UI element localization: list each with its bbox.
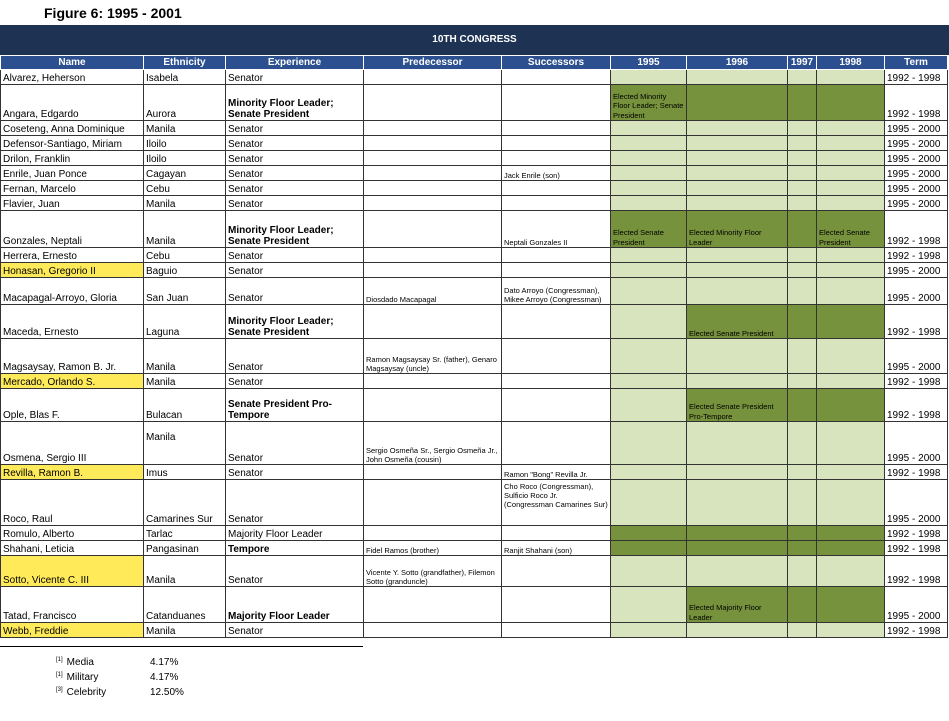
cell-1996 <box>687 85 788 121</box>
cell-successors <box>502 422 611 465</box>
cell-1998 <box>817 556 885 587</box>
col-header-1998: 1998 <box>817 56 885 70</box>
cell-1996 <box>687 623 788 638</box>
col-header-name: Name <box>1 56 144 70</box>
cell-1997 <box>788 121 817 136</box>
cell-experience: Senator <box>226 374 364 389</box>
cell-1995 <box>611 480 687 526</box>
cell-1997 <box>788 541 817 556</box>
cell-experience: Minority Floor Leader; Senate President <box>226 211 364 248</box>
cell-ethnicity: Aurora <box>144 85 226 121</box>
cell-name: Herrera, Ernesto <box>1 248 144 263</box>
table-row <box>1 339 948 374</box>
cell-term: 1992 - 1998 <box>885 389 948 422</box>
table-row <box>1 211 948 248</box>
cell-ethnicity: Manila <box>144 211 226 248</box>
cell-1995 <box>611 121 687 136</box>
cell-1997 <box>788 374 817 389</box>
cell-1996 <box>687 70 788 85</box>
cell-experience: Senator <box>226 263 364 278</box>
cell-successors <box>502 85 611 121</box>
table-row <box>1 374 948 389</box>
cell-1998 <box>817 248 885 263</box>
cell-successors: Ramon "Bong" Revilla Jr. <box>502 465 611 480</box>
table-row <box>1 541 948 556</box>
cell-successors <box>502 181 611 196</box>
cell-1995 <box>611 305 687 339</box>
cell-experience: Senator <box>226 480 364 526</box>
cell-ethnicity: San Juan <box>144 278 226 305</box>
cell-1997 <box>788 70 817 85</box>
cell-experience: Tempore <box>226 541 364 556</box>
cell-1998 <box>817 166 885 181</box>
cell-experience: Senator <box>226 151 364 166</box>
table-row <box>1 248 948 263</box>
cell-ethnicity: Manila <box>144 121 226 136</box>
cell-name: Honasan, Gregorio II <box>1 263 144 278</box>
table-row <box>1 526 948 541</box>
cell-1996 <box>687 181 788 196</box>
cell-ethnicity: Manila <box>144 339 226 374</box>
cell-1996: Elected Senate President <box>687 305 788 339</box>
cell-ethnicity: Iloilo <box>144 136 226 151</box>
cell-name: Romulo, Alberto <box>1 526 144 541</box>
cell-predecessor <box>364 85 502 121</box>
cell-experience: Majority Floor Leader <box>226 587 364 623</box>
cell-1996 <box>687 339 788 374</box>
figure-title: Figure 6: 1995 - 2001 <box>44 5 182 21</box>
cell-1998 <box>817 339 885 374</box>
cell-predecessor <box>364 70 502 85</box>
table-row <box>1 389 948 422</box>
cell-term: 1992 - 1998 <box>885 541 948 556</box>
cell-1996 <box>687 248 788 263</box>
cell-1995 <box>611 623 687 638</box>
cell-1996 <box>687 166 788 181</box>
cell-term: 1995 - 2000 <box>885 480 948 526</box>
cell-successors <box>502 623 611 638</box>
cell-ethnicity: Catanduanes <box>144 587 226 623</box>
cell-1998 <box>817 151 885 166</box>
table-row <box>1 480 948 526</box>
cell-1995 <box>611 248 687 263</box>
cell-experience: Senator <box>226 422 364 465</box>
cell-term: 1995 - 2000 <box>885 422 948 465</box>
cell-1995 <box>611 556 687 587</box>
table-row <box>1 121 948 136</box>
cell-term: 1995 - 2000 <box>885 136 948 151</box>
table-row <box>1 278 948 305</box>
cell-1996: Elected Minority Floor Leader <box>687 211 788 248</box>
footnote-mark: [1] <box>56 672 63 678</box>
col-header-term: Term <box>885 56 948 70</box>
cell-1996 <box>687 541 788 556</box>
cell-term: 1995 - 2000 <box>885 587 948 623</box>
cell-1998 <box>817 85 885 121</box>
cell-experience: Senator <box>226 121 364 136</box>
cell-term: 1995 - 2000 <box>885 278 948 305</box>
cell-1998 <box>817 541 885 556</box>
cell-1998 <box>817 263 885 278</box>
cell-experience: Senate President Pro-Tempore <box>226 389 364 422</box>
cell-1998 <box>817 121 885 136</box>
cell-1996 <box>687 121 788 136</box>
footnote-value: 4.17% <box>150 657 179 668</box>
cell-term: 1995 - 2000 <box>885 339 948 374</box>
cell-1998 <box>817 422 885 465</box>
cell-predecessor <box>364 587 502 623</box>
table-row <box>1 166 948 181</box>
cell-1995: Elected Senate President <box>611 211 687 248</box>
cell-name: Tatad, Francisco <box>1 587 144 623</box>
col-header-experience: Experience <box>226 56 364 70</box>
cell-predecessor <box>364 121 502 136</box>
cell-name: Shahani, Leticia <box>1 541 144 556</box>
cell-successors <box>502 136 611 151</box>
footnote-mark: [3] <box>56 687 63 693</box>
table-row <box>1 136 948 151</box>
cell-1998 <box>817 70 885 85</box>
cell-ethnicity: Laguna <box>144 305 226 339</box>
cell-successors: Cho Roco (Congressman), Sulficio Roco Jr. (Congressman Camarines Sur) <box>502 480 611 526</box>
col-header-1996: 1996 <box>687 56 788 70</box>
footnote-value: 4.17% <box>150 672 179 683</box>
cell-1997 <box>788 465 817 480</box>
cell-predecessor <box>364 248 502 263</box>
cell-1998 <box>817 389 885 422</box>
cell-experience: Senator <box>226 166 364 181</box>
table-row <box>1 465 948 480</box>
table-row <box>1 151 948 166</box>
cell-experience: Senator <box>226 181 364 196</box>
cell-1995 <box>611 587 687 623</box>
cell-1995 <box>611 465 687 480</box>
cell-ethnicity: Iloilo <box>144 151 226 166</box>
cell-term: 1995 - 2000 <box>885 196 948 211</box>
cell-ethnicity: Imus <box>144 465 226 480</box>
cell-predecessor <box>364 211 502 248</box>
cell-1997 <box>788 211 817 248</box>
cell-predecessor <box>364 623 502 638</box>
cell-1998 <box>817 587 885 623</box>
cell-successors: Jack Enrile (son) <box>502 166 611 181</box>
cell-1996 <box>687 556 788 587</box>
footnote-military <box>56 672 179 683</box>
cell-successors <box>502 339 611 374</box>
cell-predecessor <box>364 305 502 339</box>
cell-experience: Minority Floor Leader; Senate President <box>226 305 364 339</box>
cell-name: Gonzales, Neptali <box>1 211 144 248</box>
cell-experience: Senator <box>226 278 364 305</box>
cell-ethnicity: Manila <box>144 556 226 587</box>
cell-term: 1992 - 1998 <box>885 211 948 248</box>
footnote-divider <box>0 646 363 647</box>
cell-1997 <box>788 248 817 263</box>
table-row <box>1 263 948 278</box>
cell-1996 <box>687 465 788 480</box>
cell-ethnicity: Isabela <box>144 70 226 85</box>
cell-1996 <box>687 422 788 465</box>
cell-name: Drilon, Franklin <box>1 151 144 166</box>
table-row <box>1 196 948 211</box>
cell-experience: Majority Floor Leader <box>226 526 364 541</box>
cell-predecessor <box>364 151 502 166</box>
cell-name: Sotto, Vicente C. III <box>1 556 144 587</box>
cell-predecessor <box>364 263 502 278</box>
cell-name: Macapagal-Arroyo, Gloria <box>1 278 144 305</box>
cell-predecessor: Sergio Osmeña Sr., Sergio Osmeña Jr., John Osmeña (cousin) <box>364 422 502 465</box>
cell-successors <box>502 263 611 278</box>
footnote-mark: [1] <box>56 657 63 663</box>
col-header-successors: Successors <box>502 56 611 70</box>
cell-1997 <box>788 166 817 181</box>
cell-name: Roco, Raul <box>1 480 144 526</box>
cell-1997 <box>788 480 817 526</box>
cell-term: 1992 - 1998 <box>885 374 948 389</box>
cell-predecessor <box>364 181 502 196</box>
cell-1998 <box>817 305 885 339</box>
col-header-ethnicity: Ethnicity <box>144 56 226 70</box>
cell-1995 <box>611 526 687 541</box>
cell-1996 <box>687 374 788 389</box>
cell-term: 1992 - 1998 <box>885 248 948 263</box>
cell-successors <box>502 151 611 166</box>
footnote-label: Celebrity <box>66 687 107 698</box>
cell-name: Angara, Edgardo <box>1 85 144 121</box>
cell-name: Mercado, Orlando S. <box>1 374 144 389</box>
cell-1998 <box>817 136 885 151</box>
cell-1997 <box>788 85 817 121</box>
cell-successors <box>502 556 611 587</box>
cell-predecessor <box>364 465 502 480</box>
cell-name: Defensor-Santiago, Miriam <box>1 136 144 151</box>
cell-1995 <box>611 181 687 196</box>
cell-1995 <box>611 196 687 211</box>
cell-1998 <box>817 526 885 541</box>
cell-predecessor <box>364 480 502 526</box>
cell-predecessor <box>364 389 502 422</box>
cell-1998 <box>817 480 885 526</box>
cell-experience: Senator <box>226 136 364 151</box>
cell-1998 <box>817 278 885 305</box>
cell-experience: Minority Floor Leader; Senate President <box>226 85 364 121</box>
table-row <box>1 422 948 465</box>
cell-1998 <box>817 181 885 196</box>
cell-1997 <box>788 526 817 541</box>
cell-name: Alvarez, Heherson <box>1 70 144 85</box>
cell-1997 <box>788 278 817 305</box>
col-header-1995: 1995 <box>611 56 687 70</box>
cell-1996: Elected Majority Floor Leader <box>687 587 788 623</box>
cell-ethnicity: Bulacan <box>144 389 226 422</box>
cell-successors <box>502 248 611 263</box>
cell-term: 1992 - 1998 <box>885 526 948 541</box>
cell-predecessor: Vicente Y. Sotto (grandfather), Filemon Sotto (granduncle) <box>364 556 502 587</box>
cell-successors <box>502 374 611 389</box>
cell-name: Enrile, Juan Ponce <box>1 166 144 181</box>
cell-1995 <box>611 541 687 556</box>
cell-ethnicity: Cebu <box>144 248 226 263</box>
cell-experience: Senator <box>226 556 364 587</box>
cell-1995 <box>611 278 687 305</box>
cell-name: Webb, Freddie <box>1 623 144 638</box>
cell-1997 <box>788 136 817 151</box>
cell-name: Osmena, Sergio III <box>1 422 144 465</box>
cell-1997 <box>788 422 817 465</box>
cell-1996 <box>687 151 788 166</box>
cell-experience: Senator <box>226 623 364 638</box>
cell-1998: Elected Senate President <box>817 211 885 248</box>
cell-successors: Neptali Gonzales II <box>502 211 611 248</box>
cell-successors <box>502 526 611 541</box>
cell-term: 1992 - 1998 <box>885 70 948 85</box>
cell-name: Maceda, Ernesto <box>1 305 144 339</box>
cell-successors <box>502 587 611 623</box>
cell-successors: Dato Arroyo (Congressman), Mikee Arroyo (Congressman) <box>502 278 611 305</box>
cell-predecessor <box>364 374 502 389</box>
cell-1997 <box>788 556 817 587</box>
cell-1996: Elected Senate President Pro-Tempore <box>687 389 788 422</box>
cell-1997 <box>788 151 817 166</box>
cell-1997 <box>788 623 817 638</box>
cell-1996 <box>687 278 788 305</box>
cell-name: Revilla, Ramon B. <box>1 465 144 480</box>
cell-1995 <box>611 422 687 465</box>
cell-ethnicity: Tarlac <box>144 526 226 541</box>
table-row <box>1 85 948 121</box>
table-header-row <box>1 56 948 70</box>
cell-name: Coseteng, Anna Dominique <box>1 121 144 136</box>
cell-name: Flavier, Juan <box>1 196 144 211</box>
cell-1995 <box>611 374 687 389</box>
table-row <box>1 70 948 85</box>
cell-1997 <box>788 389 817 422</box>
cell-term: 1992 - 1998 <box>885 85 948 121</box>
cell-successors <box>502 305 611 339</box>
cell-experience: Senator <box>226 248 364 263</box>
cell-experience: Senator <box>226 339 364 374</box>
cell-ethnicity: Manila <box>144 422 226 465</box>
cell-predecessor <box>364 526 502 541</box>
cell-ethnicity: Pangasinan <box>144 541 226 556</box>
cell-1998 <box>817 196 885 211</box>
cell-1996 <box>687 526 788 541</box>
cell-1995 <box>611 339 687 374</box>
cell-1996 <box>687 196 788 211</box>
cell-1997 <box>788 196 817 211</box>
cell-1995 <box>611 166 687 181</box>
cell-ethnicity: Manila <box>144 374 226 389</box>
cell-successors <box>502 121 611 136</box>
cell-1996 <box>687 136 788 151</box>
cell-experience: Senator <box>226 196 364 211</box>
col-header-1997: 1997 <box>788 56 817 70</box>
footnote-value: 12.50% <box>150 687 184 698</box>
cell-1996 <box>687 480 788 526</box>
table-row <box>1 181 948 196</box>
cell-term: 1995 - 2000 <box>885 263 948 278</box>
cell-ethnicity: Manila <box>144 623 226 638</box>
footnote-label: Military <box>66 672 99 683</box>
col-header-predecessor: Predecessor <box>364 56 502 70</box>
table-row <box>1 587 948 623</box>
cell-term: 1995 - 2000 <box>885 166 948 181</box>
cell-1998 <box>817 465 885 480</box>
cell-successors: Ranjit Shahani (son) <box>502 541 611 556</box>
cell-successors <box>502 389 611 422</box>
cell-term: 1992 - 1998 <box>885 556 948 587</box>
cell-predecessor <box>364 196 502 211</box>
table-row <box>1 556 948 587</box>
cell-predecessor: Ramon Magsaysay Sr. (father), Genaro Magsaysay (uncle) <box>364 339 502 374</box>
cell-predecessor <box>364 136 502 151</box>
cell-1995 <box>611 70 687 85</box>
cell-1995: Elected Minority Floor Leader; Senate President <box>611 85 687 121</box>
cell-ethnicity: Baguio <box>144 263 226 278</box>
cell-successors <box>502 196 611 211</box>
table-row <box>1 623 948 638</box>
table-row <box>1 305 948 339</box>
cell-ethnicity: Cagayan <box>144 166 226 181</box>
cell-1995 <box>611 389 687 422</box>
cell-1995 <box>611 151 687 166</box>
cell-ethnicity: Manila <box>144 196 226 211</box>
cell-ethnicity: Camarines Sur <box>144 480 226 526</box>
cell-name: Ople, Blas F. <box>1 389 144 422</box>
cell-term: 1992 - 1998 <box>885 465 948 480</box>
cell-experience: Senator <box>226 70 364 85</box>
cell-experience: Senator <box>226 465 364 480</box>
cell-predecessor: Diosdado Macapagal <box>364 278 502 305</box>
cell-1998 <box>817 623 885 638</box>
senator-table <box>0 55 948 638</box>
cell-1995 <box>611 263 687 278</box>
cell-term: 1995 - 2000 <box>885 121 948 136</box>
cell-1997 <box>788 305 817 339</box>
cell-ethnicity: Cebu <box>144 181 226 196</box>
footnote-celebrity <box>56 687 184 698</box>
cell-1997 <box>788 263 817 278</box>
footnote-media <box>56 657 179 668</box>
cell-1997 <box>788 587 817 623</box>
cell-1998 <box>817 374 885 389</box>
cell-name: Magsaysay, Ramon B. Jr. <box>1 339 144 374</box>
cell-term: 1995 - 2000 <box>885 181 948 196</box>
cell-term: 1995 - 2000 <box>885 151 948 166</box>
cell-1995 <box>611 136 687 151</box>
cell-term: 1992 - 1998 <box>885 623 948 638</box>
cell-predecessor <box>364 166 502 181</box>
cell-1996 <box>687 263 788 278</box>
cell-1997 <box>788 339 817 374</box>
cell-predecessor: Fidel Ramos (brother) <box>364 541 502 556</box>
footnote-label: Media <box>66 657 94 668</box>
cell-1997 <box>788 181 817 196</box>
cell-successors <box>502 70 611 85</box>
cell-term: 1992 - 1998 <box>885 305 948 339</box>
congress-banner: 10TH CONGRESS <box>0 25 949 55</box>
cell-name: Fernan, Marcelo <box>1 181 144 196</box>
